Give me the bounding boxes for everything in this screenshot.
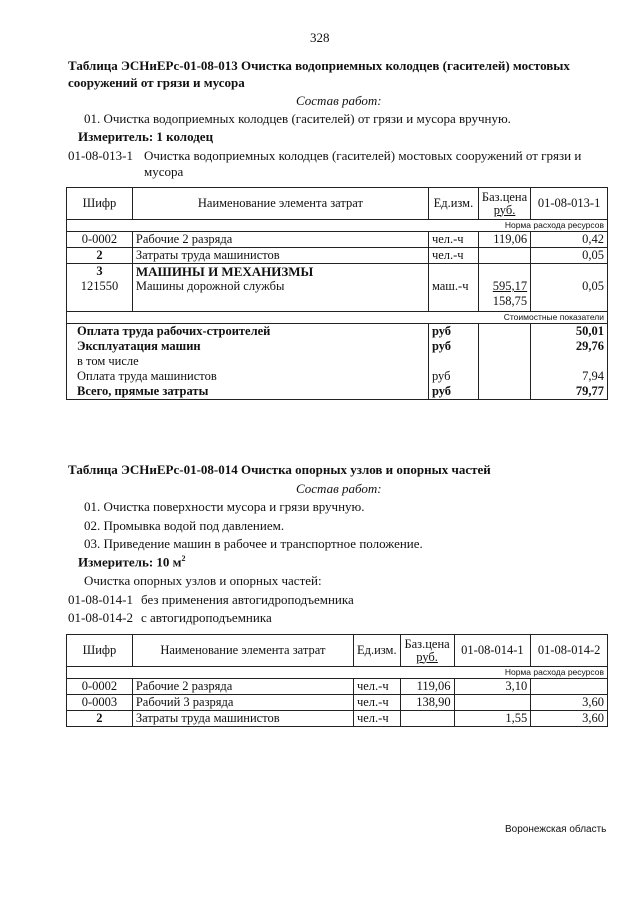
table2-header-unit: Ед.изм. xyxy=(353,635,400,667)
row-price: 119,06 xyxy=(400,679,454,695)
row-price xyxy=(478,339,530,354)
table-row xyxy=(67,384,608,400)
row-price: 138,90 xyxy=(400,695,454,711)
row-value: 29,76 xyxy=(531,339,608,354)
row-price xyxy=(478,248,530,264)
table1-header-col1: 01-08-013-1 xyxy=(531,188,608,220)
table2-measurer xyxy=(78,554,186,570)
table2-header-price xyxy=(400,635,454,667)
table2-item-1-text: без применения автогидроподъемника xyxy=(141,592,354,607)
row-price-1: 595,17 xyxy=(492,279,528,293)
row-code: 0-0002 xyxy=(67,232,133,248)
table1-header-row xyxy=(67,188,608,220)
row-price xyxy=(478,369,530,384)
table-row xyxy=(67,369,608,384)
row-value: 0,05 xyxy=(531,248,608,264)
table-row xyxy=(67,711,608,727)
row-value-2: 3,60 xyxy=(531,695,608,711)
table1-header-price-l2: руб. xyxy=(493,202,516,217)
table1-item-text-line1: Очистка водоприемных колодцев (гасителей) мостовых сооружений от грязи и xyxy=(144,148,582,163)
table-row xyxy=(67,248,608,264)
table-row xyxy=(67,264,608,280)
table1-item-text-line2: мусора xyxy=(144,164,184,179)
row-price xyxy=(400,711,454,727)
row-unit xyxy=(428,264,478,280)
row-unit: руб xyxy=(428,323,478,339)
table1-title-line1: Таблица ЭСНиЕРс-01-08-013 Очистка водоприемных колодцев (гасителей) мостовых xyxy=(68,58,570,73)
footer-region: Воронежская область xyxy=(505,824,607,835)
row-value: 0,42 xyxy=(531,232,608,248)
table1-norm-row xyxy=(67,220,608,232)
row-code: 2 xyxy=(67,248,133,264)
table2-measurer-sup: 2 xyxy=(181,554,186,563)
table2-norm-label: Норма расхода ресурсов xyxy=(67,667,608,679)
table-row xyxy=(67,695,608,711)
row-unit: руб xyxy=(428,339,478,354)
table1-cost-label: Стоимостные показатели xyxy=(67,311,608,323)
row-value xyxy=(531,354,608,369)
row-unit: руб xyxy=(428,369,478,384)
table-row xyxy=(67,354,608,369)
table2-header-name: Наименование элемента затрат xyxy=(132,635,353,667)
table2-header-code: Шифр xyxy=(67,635,133,667)
table2-work-3: 03. Приведение машин в рабочее и транспортное положение. xyxy=(84,536,423,551)
table2-item-1-code: 01-08-014-1 xyxy=(68,592,133,607)
table2-intro: Очистка опорных узлов и опорных частей: xyxy=(84,573,322,588)
table1-measurer: Измеритель: 1 колодец xyxy=(78,129,214,144)
row-code: 121550 xyxy=(67,279,133,311)
row-code: 0-0002 xyxy=(67,679,133,695)
row-price xyxy=(478,279,530,311)
row-value-2 xyxy=(531,679,608,695)
row-name: Рабочие 2 разряда xyxy=(132,679,353,695)
row-unit xyxy=(428,354,478,369)
table-row xyxy=(67,323,608,339)
row-unit: чел.-ч xyxy=(428,232,478,248)
row-name: МАШИНЫ И МЕХАНИЗМЫ xyxy=(132,264,428,280)
row-value: 79,77 xyxy=(531,384,608,400)
row-value-1 xyxy=(454,695,531,711)
table1-header-price xyxy=(478,188,530,220)
table-row xyxy=(67,279,608,311)
table2-header-price-l1: Баз.цена xyxy=(404,636,450,651)
table1-composition-heading: Состав работ: xyxy=(296,93,382,108)
table-row xyxy=(67,339,608,354)
table1-cost-row xyxy=(67,311,608,323)
table1 xyxy=(66,187,608,400)
table1-item-code: 01-08-013-1 xyxy=(68,148,133,163)
row-price xyxy=(478,264,530,280)
row-price-2: 158,75 xyxy=(492,294,528,308)
table2-work-1: 01. Очистка поверхности мусора и грязи вручную. xyxy=(84,499,365,514)
table2-composition-heading: Состав работ: xyxy=(296,481,382,496)
table2-norm-row xyxy=(67,667,608,679)
row-name: в том числе xyxy=(67,354,429,369)
row-code: 2 xyxy=(67,711,133,727)
table2-header-row xyxy=(67,635,608,667)
row-name: Всего, прямые затраты xyxy=(67,384,429,400)
row-name: Оплата труда машинистов xyxy=(67,369,429,384)
row-value: 7,94 xyxy=(531,369,608,384)
row-unit: маш.-ч xyxy=(428,279,478,311)
row-name: Рабочие 2 разряда xyxy=(132,232,428,248)
row-name: Затраты труда машинистов xyxy=(132,248,428,264)
row-value: 0,05 xyxy=(531,279,608,311)
row-name: Эксплуатация машин xyxy=(67,339,429,354)
table2-header-price-l2: руб. xyxy=(416,649,438,664)
page-number: 328 xyxy=(310,30,330,45)
table-row xyxy=(67,232,608,248)
table2-measurer-text: Измеритель: 10 м xyxy=(78,554,182,570)
row-value-2: 3,60 xyxy=(531,711,608,727)
row-unit: чел.-ч xyxy=(428,248,478,264)
row-name: Машины дорожной службы xyxy=(132,279,428,311)
row-unit: чел.-ч xyxy=(353,695,400,711)
table2-header-col1: 01-08-014-1 xyxy=(454,635,531,667)
table1-work-1: 01. Очистка водоприемных колодцев (гасителей) от грязи и мусора вручную. xyxy=(84,111,511,126)
row-price: 119,06 xyxy=(478,232,530,248)
row-value xyxy=(531,264,608,280)
row-unit: чел.-ч xyxy=(353,711,400,727)
row-unit: руб xyxy=(428,384,478,400)
table-row xyxy=(67,679,608,695)
table1-header-unit: Ед.изм. xyxy=(428,188,478,220)
table2-item-2-code: 01-08-014-2 xyxy=(68,610,133,625)
table2-work-2: 02. Промывка водой под давлением. xyxy=(84,518,285,533)
table2-header-col2: 01-08-014-2 xyxy=(531,635,608,667)
row-name: Оплата труда рабочих-строителей xyxy=(67,323,429,339)
table1-header-code: Шифр xyxy=(67,188,133,220)
row-value-1: 1,55 xyxy=(454,711,531,727)
row-value: 50,01 xyxy=(531,323,608,339)
row-unit: чел.-ч xyxy=(353,679,400,695)
table1-header-name: Наименование элемента затрат xyxy=(132,188,428,220)
row-name: Затраты труда машинистов xyxy=(132,711,353,727)
row-price xyxy=(478,384,530,400)
table1-title-line2: сооружений от грязи и мусора xyxy=(68,75,245,90)
row-price xyxy=(478,354,530,369)
table1-norm-label: Норма расхода ресурсов xyxy=(67,220,608,232)
table2-item-2-text: с автогидроподъемника xyxy=(141,610,272,625)
table2-title: Таблица ЭСНиЕРс-01-08-014 Очистка опорных узлов и опорных частей xyxy=(68,462,491,477)
row-code: 0-0003 xyxy=(67,695,133,711)
row-name: Рабочий 3 разряда xyxy=(132,695,353,711)
row-code: 3 xyxy=(67,264,133,280)
row-price xyxy=(478,323,530,339)
table1-header-price-l1: Баз.цена xyxy=(481,189,528,204)
row-value-1: 3,10 xyxy=(454,679,531,695)
table2 xyxy=(66,634,608,727)
